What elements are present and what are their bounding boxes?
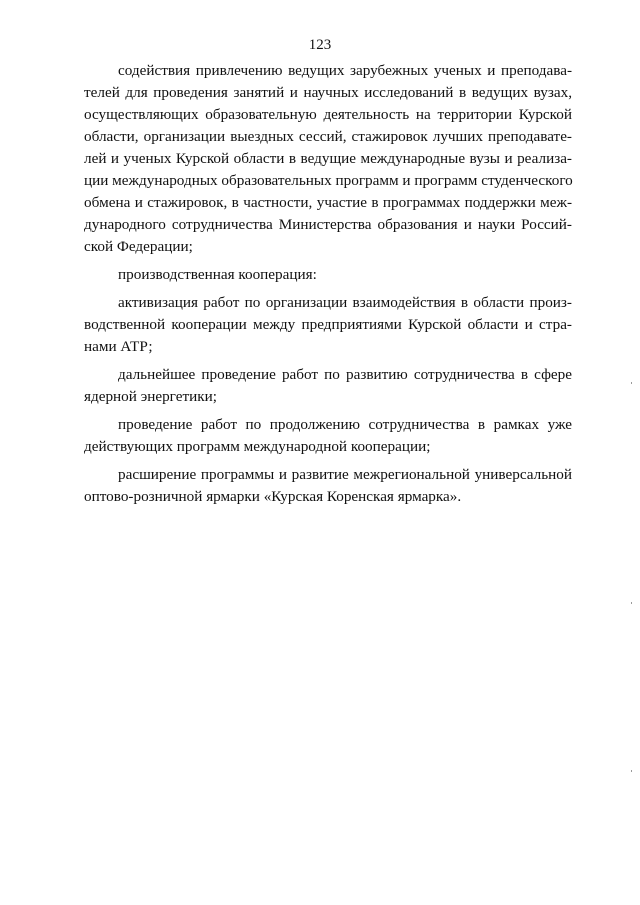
paragraph-industrial-cooperation-heading bbox=[84, 264, 572, 286]
document-body bbox=[84, 60, 572, 508]
paragraph-cooperation-education bbox=[84, 60, 572, 258]
text-line: содействия привлечению ведущих зарубежных ученых и преподава- bbox=[118, 62, 572, 79]
text-line: водственной кооперации между предприятиями Курской области и стра- bbox=[84, 316, 572, 333]
text-line: осуществляющих образовательную деятельность на территории Курской bbox=[84, 106, 572, 123]
text-line: оптово-розничной ярмарки «Курская Коренская ярмарка». bbox=[84, 488, 462, 505]
text-line: ской Федерации; bbox=[84, 238, 193, 255]
text-line: активизация работ по организации взаимодействия в области произ- bbox=[118, 294, 572, 311]
text-line: ядерной энергетики; bbox=[84, 388, 217, 405]
text-line: лей и ученых Курской области в ведущие международные вузы и реализа- bbox=[84, 150, 572, 167]
scan-speck bbox=[631, 770, 632, 772]
page-number: 123 bbox=[308, 37, 332, 53]
scan-speck bbox=[631, 602, 632, 604]
paragraph-nuclear-energy bbox=[84, 364, 572, 408]
text-line: области, организации выездных сессий, стажировок лучших преподавате- bbox=[84, 128, 572, 145]
text-line: нами АТР; bbox=[84, 338, 153, 355]
paragraph-apr-cooperation bbox=[84, 292, 572, 358]
text-line: обмена и стажировок, в частности, участие в программах поддержки меж- bbox=[84, 194, 572, 211]
scan-speck bbox=[631, 382, 632, 384]
text-line: ции международных образовательных программ и программ студенческого bbox=[84, 172, 573, 189]
text-line: дународного сотрудничества Министерства образования и науки Россий- bbox=[84, 216, 572, 233]
text-line: производственная кооперация: bbox=[118, 266, 317, 283]
paragraph-fair bbox=[84, 464, 572, 508]
text-line: телей для проведения занятий и научных исследований в ведущих вузах, bbox=[84, 84, 572, 101]
paragraph-existing-programs bbox=[84, 414, 572, 458]
text-line: расширение программы и развитие межрегиональной универсальной bbox=[118, 466, 572, 483]
text-line: действующих программ международной кооперации; bbox=[84, 438, 431, 455]
text-line: проведение работ по продолжению сотрудничества в рамках уже bbox=[118, 416, 572, 433]
text-line: дальнейшее проведение работ по развитию сотрудничества в сфере bbox=[118, 366, 572, 383]
